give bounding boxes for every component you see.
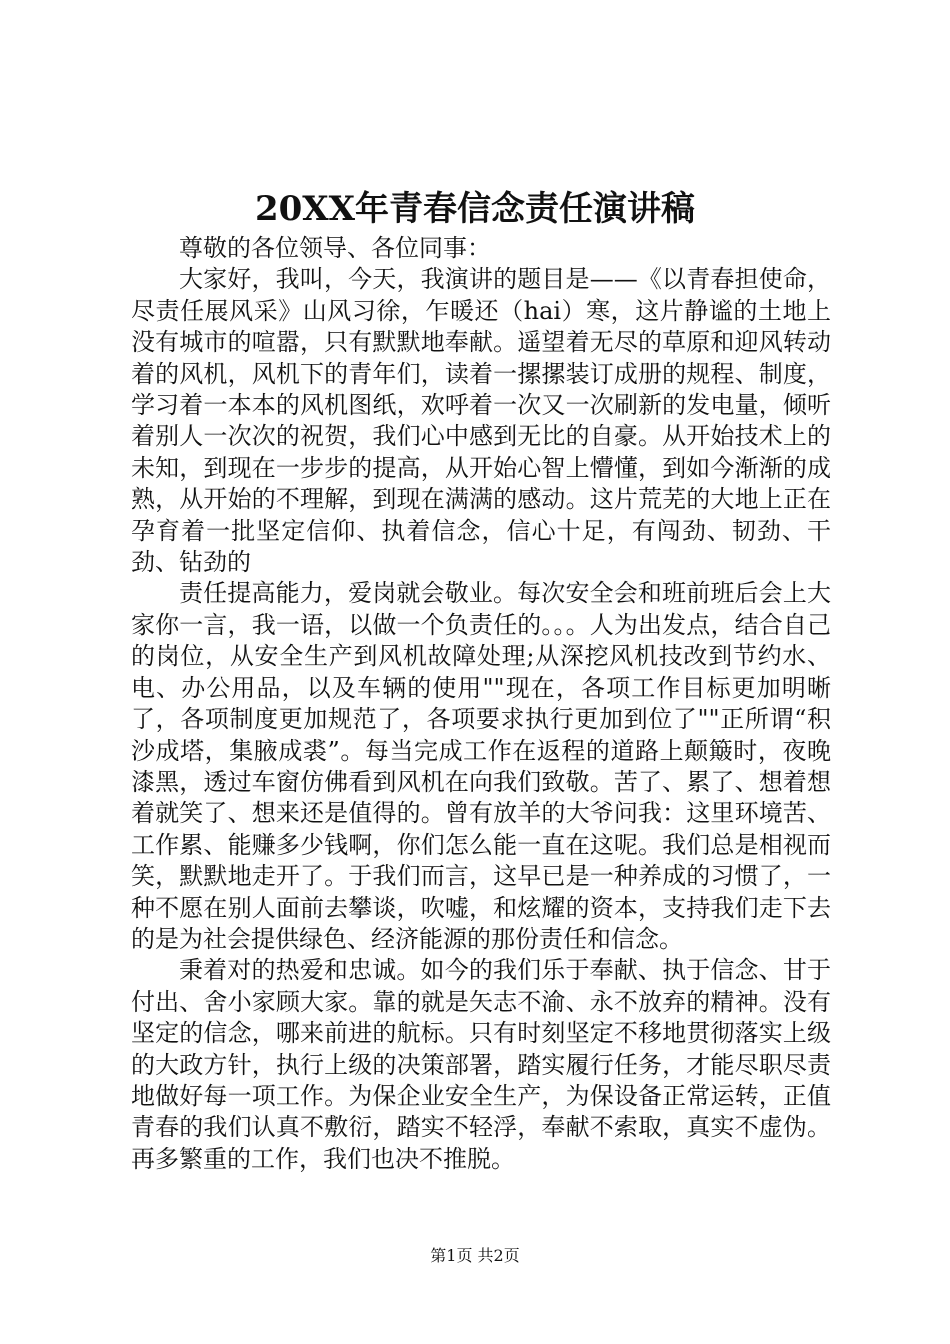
document-body xyxy=(131,233,831,1175)
salutation-paragraph: 尊敬的各位领导、各位同事： xyxy=(179,234,491,262)
body-paragraph-2: 责任提高能力，爱岗就会敬业。每次安全会和班前班后会上大家你一言，我一语，以做一个负责任的。。。人为出发点，结合自己的岗位，从安全生产到风机故障处理;从深挖风机技改到节约水、电、办公用品，以及车辆的使用""现在，各项工作目标更加明晰了，各项制度更加规范了，各项要求执行更加到位了""正所谓“积沙成塔，集腋成裘”。每当完成工作在返程的道路上颠簸时，夜晚漆黑，透过车窗仿佛看到风机在向我们致敬。苦了、累了、想着想着就笑了、想来还是值得的。曾有放羊的大爷问我：这里环境苦、工作累、能赚多少钱啊，你们怎么能一直在这呢。我们总是相视而笑，默默地走开了。于我们而言，这早已是一种养成的习惯了，一种不愿在别人面前去攀谈，吹嘘，和炫耀的资本，支持我们走下去的是为社会提供绿色、经济能源的那份责任和信念。 xyxy=(131,579,831,953)
page-footer xyxy=(0,1244,950,1268)
body-paragraph-3: 秉着对的热爱和忠诚。如今的我们乐于奉献、执于信念、甘于付出、舍小家顾大家。靠的就是矢志不渝、永不放弃的精神。没有坚定的信念，哪来前进的航标。只有时刻坚定不移地贯彻落实上级的大政方针，执行上级的决策部署，踏实履行任务，才能尽职尽责地做好每一项工作。为保企业安全生产，为保设备正常运转，正值青春的我们认真不敷衍，踏实不轻浮，奉献不索取，真实不虚伪。再多繁重的工作，我们也决不推脱。 xyxy=(131,956,831,1173)
document-title: 20XX年青春信念责任演讲稿 xyxy=(254,189,696,229)
page-indicator: 第1页 共2页 xyxy=(430,1246,520,1265)
body-paragraph-1: 大家好，我叫，今天，我演讲的题目是——《以青春担使命，尽责任展风采》山风习徐，乍暖还（hai）寒，这片静谧的土地上没有城市的喧嚣，只有默默地奉献。遥望着无尽的草原和迎风转动着的风机，风机下的青年们，读着一摞摞装订成册的规程、制度，学习着一本本的风机图纸，欢呼着一次又一次刷新的发电量，倾听着别人一次次的祝贺，我们心中感到无比的自豪。从开始技术上的未知，到现在一步步的提高，从开始心智上懵懂，到如今渐渐的成熟，从开始的不理解，到现在满满的感动。这片荒芜的大地上正在孕育着一批坚定信仰、执着信念，信心十足，有闯劲、韧劲、干劲、钻劲的 xyxy=(131,265,831,577)
